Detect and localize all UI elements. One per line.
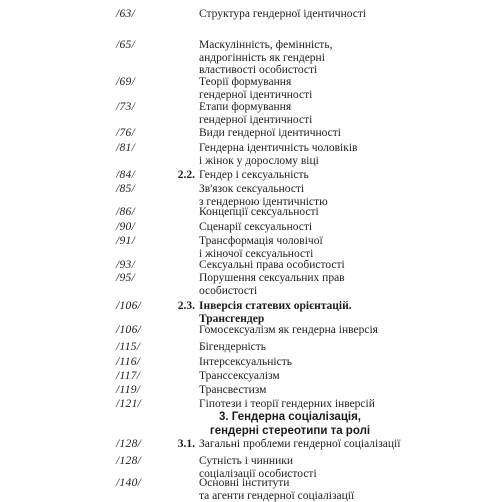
page-number: /116/ [116,356,141,368]
entry-title: Зв'язок сексуальності з гендерною ідентичністю [199,183,328,208]
entry-title: Гендерна ідентичність чоловіків і жінок у дорослому віці [199,142,358,167]
entry-title: Інверсія статевих орієнтацій. Трансгендер [199,300,352,325]
page-number: /85/ [116,183,136,195]
page-number: /76/ [116,127,136,139]
entry-title: Концепції сексуальності [199,206,319,218]
page-number: /121/ [116,398,142,410]
page-number: /63/ [116,8,136,20]
entry-title: Сексуальні права особистості [199,259,345,271]
page-number: /119/ [116,384,141,396]
chapter-title: 3. Гендерна соціалізація, гендерні стереотипи та ролі [209,411,371,437]
page-number: /128/ [116,438,142,450]
entry-title: Теорії формування гендерної ідентичності [199,76,313,101]
entry-title: Порушення сексуальних прав особистості [199,272,345,297]
entry-title: Загальні проблеми гендерної соціалізації [199,438,401,450]
entry-title: Транссексуалізм [199,370,280,382]
page-number: /106/ [116,324,142,336]
page-number: /65/ [116,39,136,51]
entry-title: Інтерсексуальність [199,356,292,368]
entry-title: Структура гендерної ідентичності [199,8,367,20]
entry-title: Гендер і сексуальність [199,169,309,181]
entry-title: Маскулінність, фемінність, андрогінність як гендерні властивості особистості [199,39,333,76]
page-number: /117/ [116,370,141,382]
entry-title: Етапи формування гендерної ідентичності [199,101,313,126]
entry-title: Трансформація чоловічої і жіночої сексуальності [199,235,323,260]
page-number: /106/ [116,300,142,312]
page-number: /128/ [116,455,142,467]
entry-title: Види гендерної ідентичності [199,127,341,139]
entry-title: Сценарії сексуальності [199,221,313,233]
section-number: 2.3. [177,300,195,312]
entry-title: Гіпотези і теорії гендерних інверсій [199,398,375,410]
entry-title: Основні інститути та агенти гендерної соціалізації [199,477,355,502]
page-number: /93/ [116,259,136,271]
page-number: /69/ [116,76,136,88]
entry-title: Сутність і чинники соціалізації особистості [199,455,317,480]
page-number: /140/ [116,477,142,489]
section-number: 3.1. [177,438,195,450]
page-number: /84/ [116,169,136,181]
entry-title: Бігендерність [199,341,267,353]
page-number: /115/ [116,341,141,353]
page-number: /86/ [116,206,136,218]
section-number: 2.2. [177,169,195,181]
entry-title: Трансвестизм [199,384,267,396]
page-number: /91/ [116,235,136,247]
entry-title: Гомосексуалізм як гендерна інверсія [199,324,378,336]
page-number: /73/ [116,101,136,113]
page-number: /90/ [116,221,136,233]
page-number: /95/ [116,272,136,284]
page-number: /81/ [116,142,136,154]
